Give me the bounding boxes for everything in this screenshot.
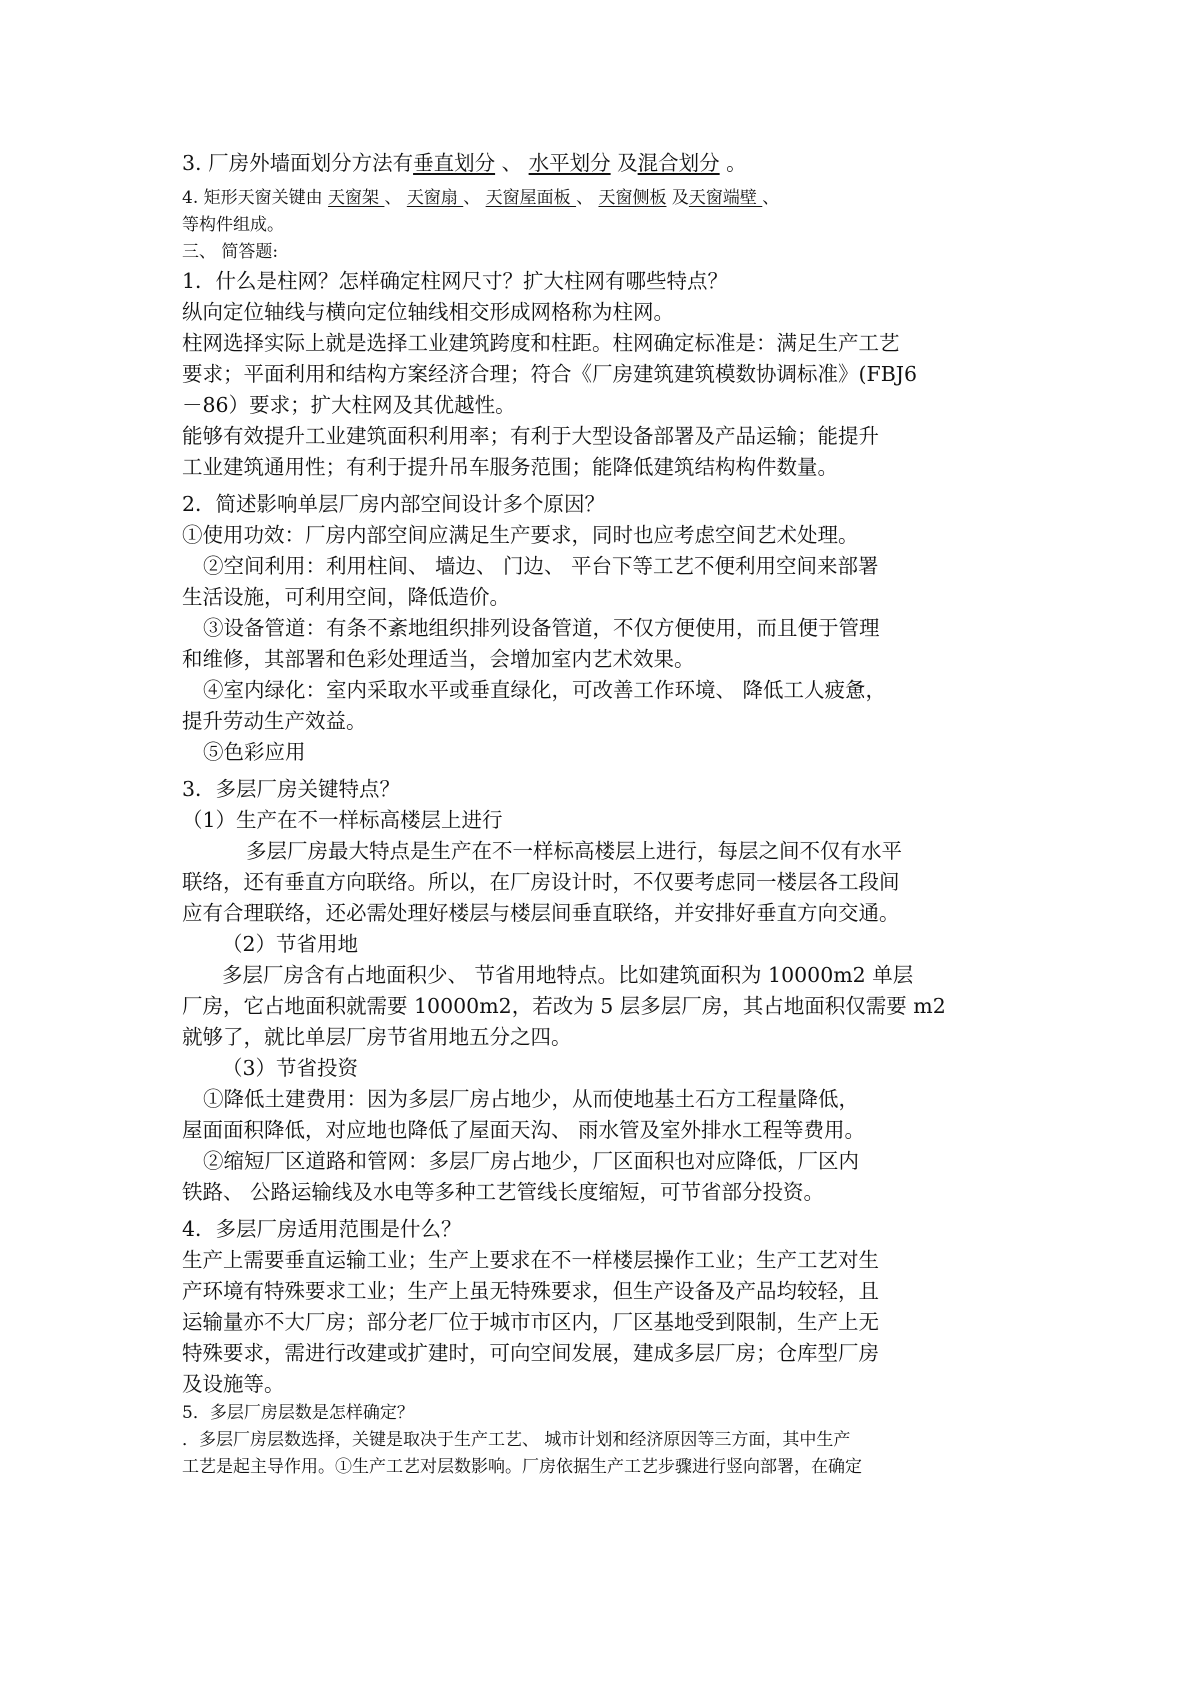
q4-answer-5: 天窗端壁 xyxy=(688,188,763,208)
paragraph-line: （3）节省投资 xyxy=(222,1056,359,1080)
paragraph-line: 特殊要求，需进行改建或扩建时，可向空间发展，建成多层厂房；仓库型厂房 xyxy=(182,1341,879,1365)
q3-suffix: 。 xyxy=(719,151,747,175)
q3-sep-2: 及 xyxy=(610,151,638,175)
paragraph-line: 厂房，它占地面积就需要 10000m2，若改为 5 层多层厂房，其占地面积仅需要 m2 xyxy=(182,994,946,1018)
paragraph-line: 纵向定位轴线与横向定位轴线相交形成网格称为柱网。 xyxy=(182,300,674,324)
fill-question-3 xyxy=(182,148,1022,179)
paragraph-line: ②空间利用：利用柱间、 墙边、 门边、 平台下等工艺不便利用空间来部署 xyxy=(203,554,879,578)
paragraph-line: （1）生产在不一样标高楼层上进行 xyxy=(182,808,503,832)
paragraph-line: 工艺是起主导作用。①生产工艺对层数影响。厂房依据生产工艺步骤进行竖向部署，在确定 xyxy=(182,1457,862,1477)
section-title: 三、 简答题: xyxy=(182,242,279,262)
paragraph-line: 要求；平面利用和结构方案经济合理；符合《厂房建筑建筑模数协调标准》(FBJ6 xyxy=(182,362,918,386)
question-4 xyxy=(182,1214,1022,1400)
q4-sep-4: 及 xyxy=(666,188,689,208)
q4-answer-3: 天窗屋面板 xyxy=(485,188,577,208)
question-1 xyxy=(182,266,1022,483)
paragraph-line: 能够有效提升工业建筑面积利用率；有利于大型设备部署及产品运输；能提升 xyxy=(182,424,879,448)
paragraph-line: ①使用功效：厂房内部空间应满足生产要求，同时也应考虑空间艺术处理。 xyxy=(182,523,859,547)
q3-answer-2: 水平划分 xyxy=(528,151,611,175)
paragraph-line: ②缩短厂区道路和管网：多层厂房占地少，厂区面积也对应降低，厂区内 xyxy=(203,1149,859,1173)
q4-suffix: 、 xyxy=(762,188,780,208)
q4-answer-1: 天窗架 xyxy=(328,188,385,208)
question-2-title: 2．简述影响单层厂房内部空间设计多个原因？ xyxy=(182,492,606,516)
q4-answer-2: 天窗扇 xyxy=(406,188,464,208)
paragraph-line: 工业建筑通用性；有利于提升吊车服务范围；能降低建筑结构构件数量。 xyxy=(182,455,838,479)
question-3 xyxy=(182,774,1022,1208)
question-5 xyxy=(182,1400,1022,1481)
q3-answer-3: 混合划分 xyxy=(637,151,720,175)
q4-answer-4: 天窗侧板 xyxy=(598,188,667,208)
question-1-title: 1．什么是柱网？怎样确定柱网尺寸？扩大柱网有哪些特点？ xyxy=(182,269,729,293)
paragraph-line: －86）要求；扩大柱网及其优越性。 xyxy=(182,393,516,417)
paragraph-line: 生活设施，可利用空间，降低造价。 xyxy=(182,585,510,609)
question-2 xyxy=(182,489,1022,768)
paragraph-line: 柱网选择实际上就是选择工业建筑跨度和柱距。柱网确定标准是：满足生产工艺 xyxy=(182,331,900,355)
q3-sep-1: 、 xyxy=(495,151,529,175)
q4-line-2: 等构件组成。 xyxy=(182,215,284,235)
q4-sep-2: 、 xyxy=(463,188,486,208)
q3-answer-1: 垂直划分 xyxy=(413,151,496,175)
paragraph-line: 多层厂房含有占地面积少、 节省用地特点。比如建筑面积为 10000m2 单层 xyxy=(222,963,914,987)
paragraph-line: 铁路、 公路运输线及水电等多种工艺管线长度缩短，可节省部分投资。 xyxy=(182,1180,825,1204)
paragraph-line: 就够了，就比单层厂房节省用地五分之四。 xyxy=(182,1025,572,1049)
question-3-title: 3．多层厂房关键特点？ xyxy=(182,777,401,801)
paragraph-line: 运输量亦不大厂房；部分老厂位于城市市区内，厂区基地受到限制，生产上无 xyxy=(182,1310,879,1334)
question-5-title: 5．多层厂房层数是怎样确定？ xyxy=(182,1403,414,1423)
document-page xyxy=(182,148,1022,1481)
paragraph-line: 提升劳动生产效益。 xyxy=(182,709,367,733)
fill-question-4 xyxy=(182,185,1022,212)
q4-sep-3: 、 xyxy=(576,188,599,208)
paragraph-line: ③设备管道：有条不紊地组织排列设备管道，不仅方便使用，而且便于管理 xyxy=(203,616,880,640)
paragraph-line: ①降低土建费用：因为多层厂房占地少，从而使地基土石方工程量降低， xyxy=(203,1087,859,1111)
question-3-body xyxy=(182,805,1022,1208)
paragraph-line: 多层厂房最大特点是生产在不一样标高楼层上进行，每层之间不仅有水平 xyxy=(246,839,902,863)
paragraph-line: 屋面面积降低，对应地也降低了屋面天沟、 雨水管及室外排水工程等费用。 xyxy=(182,1118,866,1142)
q4-prefix: 4. 矩形天窗关键由 xyxy=(182,188,329,208)
paragraph-line: 应有合理联络，还必需处理好楼层与楼层间垂直联络，并安排好垂直方向交通。 xyxy=(182,901,900,925)
paragraph-line: ④室内绿化：室内采取水平或垂直绿化，可改善工作环境、 降低工人疲惫， xyxy=(203,678,887,702)
paragraph-line: 产环境有特殊要求工业；生产上虽无特殊要求，但生产设备及产品均较轻，且 xyxy=(182,1279,879,1303)
q4-sep-1: 、 xyxy=(384,188,407,208)
paragraph-line: （2）节省用地 xyxy=(222,932,359,956)
q3-prefix: 3. 厂房外墙面划分方法有 xyxy=(182,151,414,175)
paragraph-line: ．多层厂房层数选择，关键是取决于生产工艺、 城市计划和经济原因等三方面，其中生产 xyxy=(182,1430,851,1450)
paragraph-line: 生产上需要垂直运输工业；生产上要求在不一样楼层操作工业；生产工艺对生 xyxy=(182,1248,879,1272)
question-2-body xyxy=(182,520,1022,768)
paragraph-line: 和维修，其部署和色彩处理适当，会增加室内艺术效果。 xyxy=(182,647,695,671)
paragraph-line: 联络，还有垂直方向联络。所以，在厂房设计时，不仅要考虑同一楼层各工段间 xyxy=(182,870,900,894)
paragraph-line: 及设施等。 xyxy=(182,1372,285,1396)
paragraph-line: ⑤色彩应用 xyxy=(203,740,306,764)
question-4-title: 4．多层厂房适用范围是什么？ xyxy=(182,1217,462,1241)
